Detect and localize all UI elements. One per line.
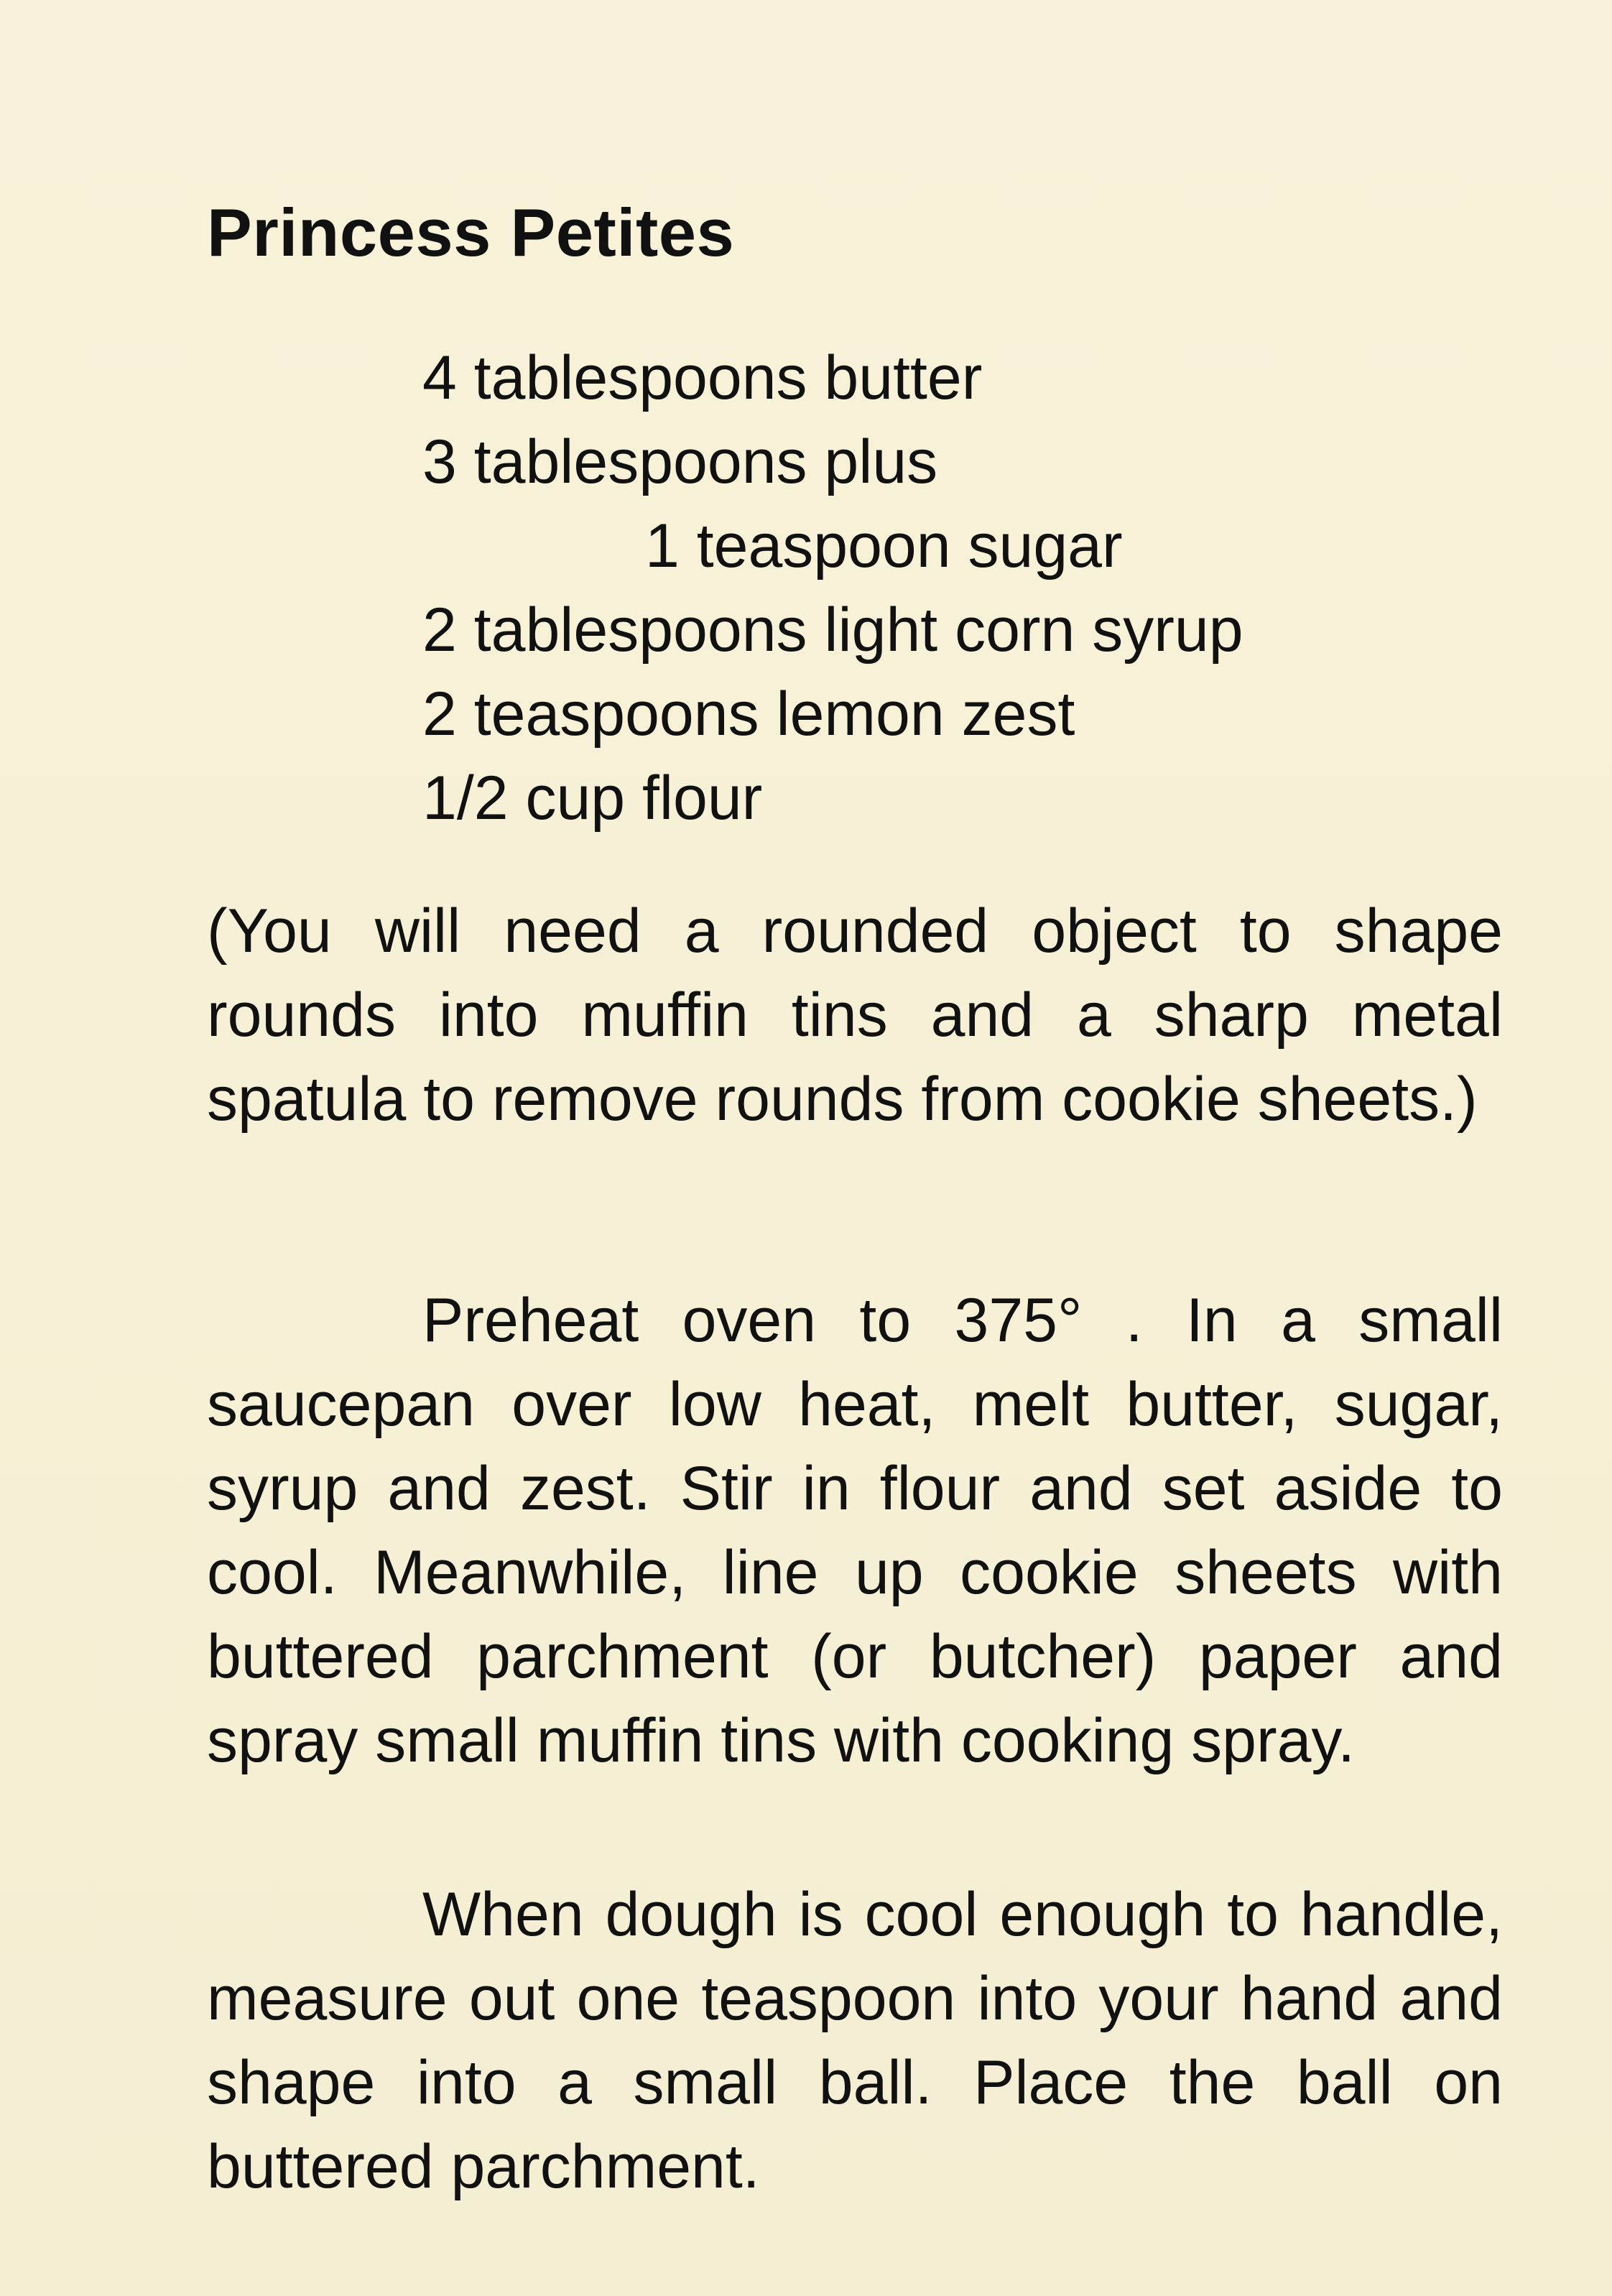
ingredient-item: 1 teaspoon sugar [645,511,1123,580]
ingredient-list [422,336,1243,841]
ingredient-item: 2 tablespoons light corn syrup [422,596,1243,665]
ingredient-item: 2 teaspoons lemon zest [422,680,1075,749]
ingredient-item: 4 tablespoons butter [422,343,983,412]
instruction-paragraph: When dough is cool enough to handle, measure out one teaspoon into your hand and shape into a small ball. Place the ball on buttered parchment. [207,1880,1503,2201]
recipe-title: Princess Petites [207,195,735,270]
ingredient-item: 3 tablespoons plus [422,427,938,496]
equipment-note: (You will need a rounded object to shape rounds into muffin tins and a sharp metal spatula to remove rounds from cookie sheets.) [207,897,1503,1134]
instruction-paragraph: Preheat oven to 375° . In a small saucepan over low heat, melt butter, sugar, syrup and zest. Stir in flour and set aside to cool. Meanwhile, line up cookie sheets with buttered parchment (or butcher) paper and spray small muffin tins with cooking spray. [207,1286,1503,1775]
ingredient-item: 1/2 cup flour [422,764,763,833]
